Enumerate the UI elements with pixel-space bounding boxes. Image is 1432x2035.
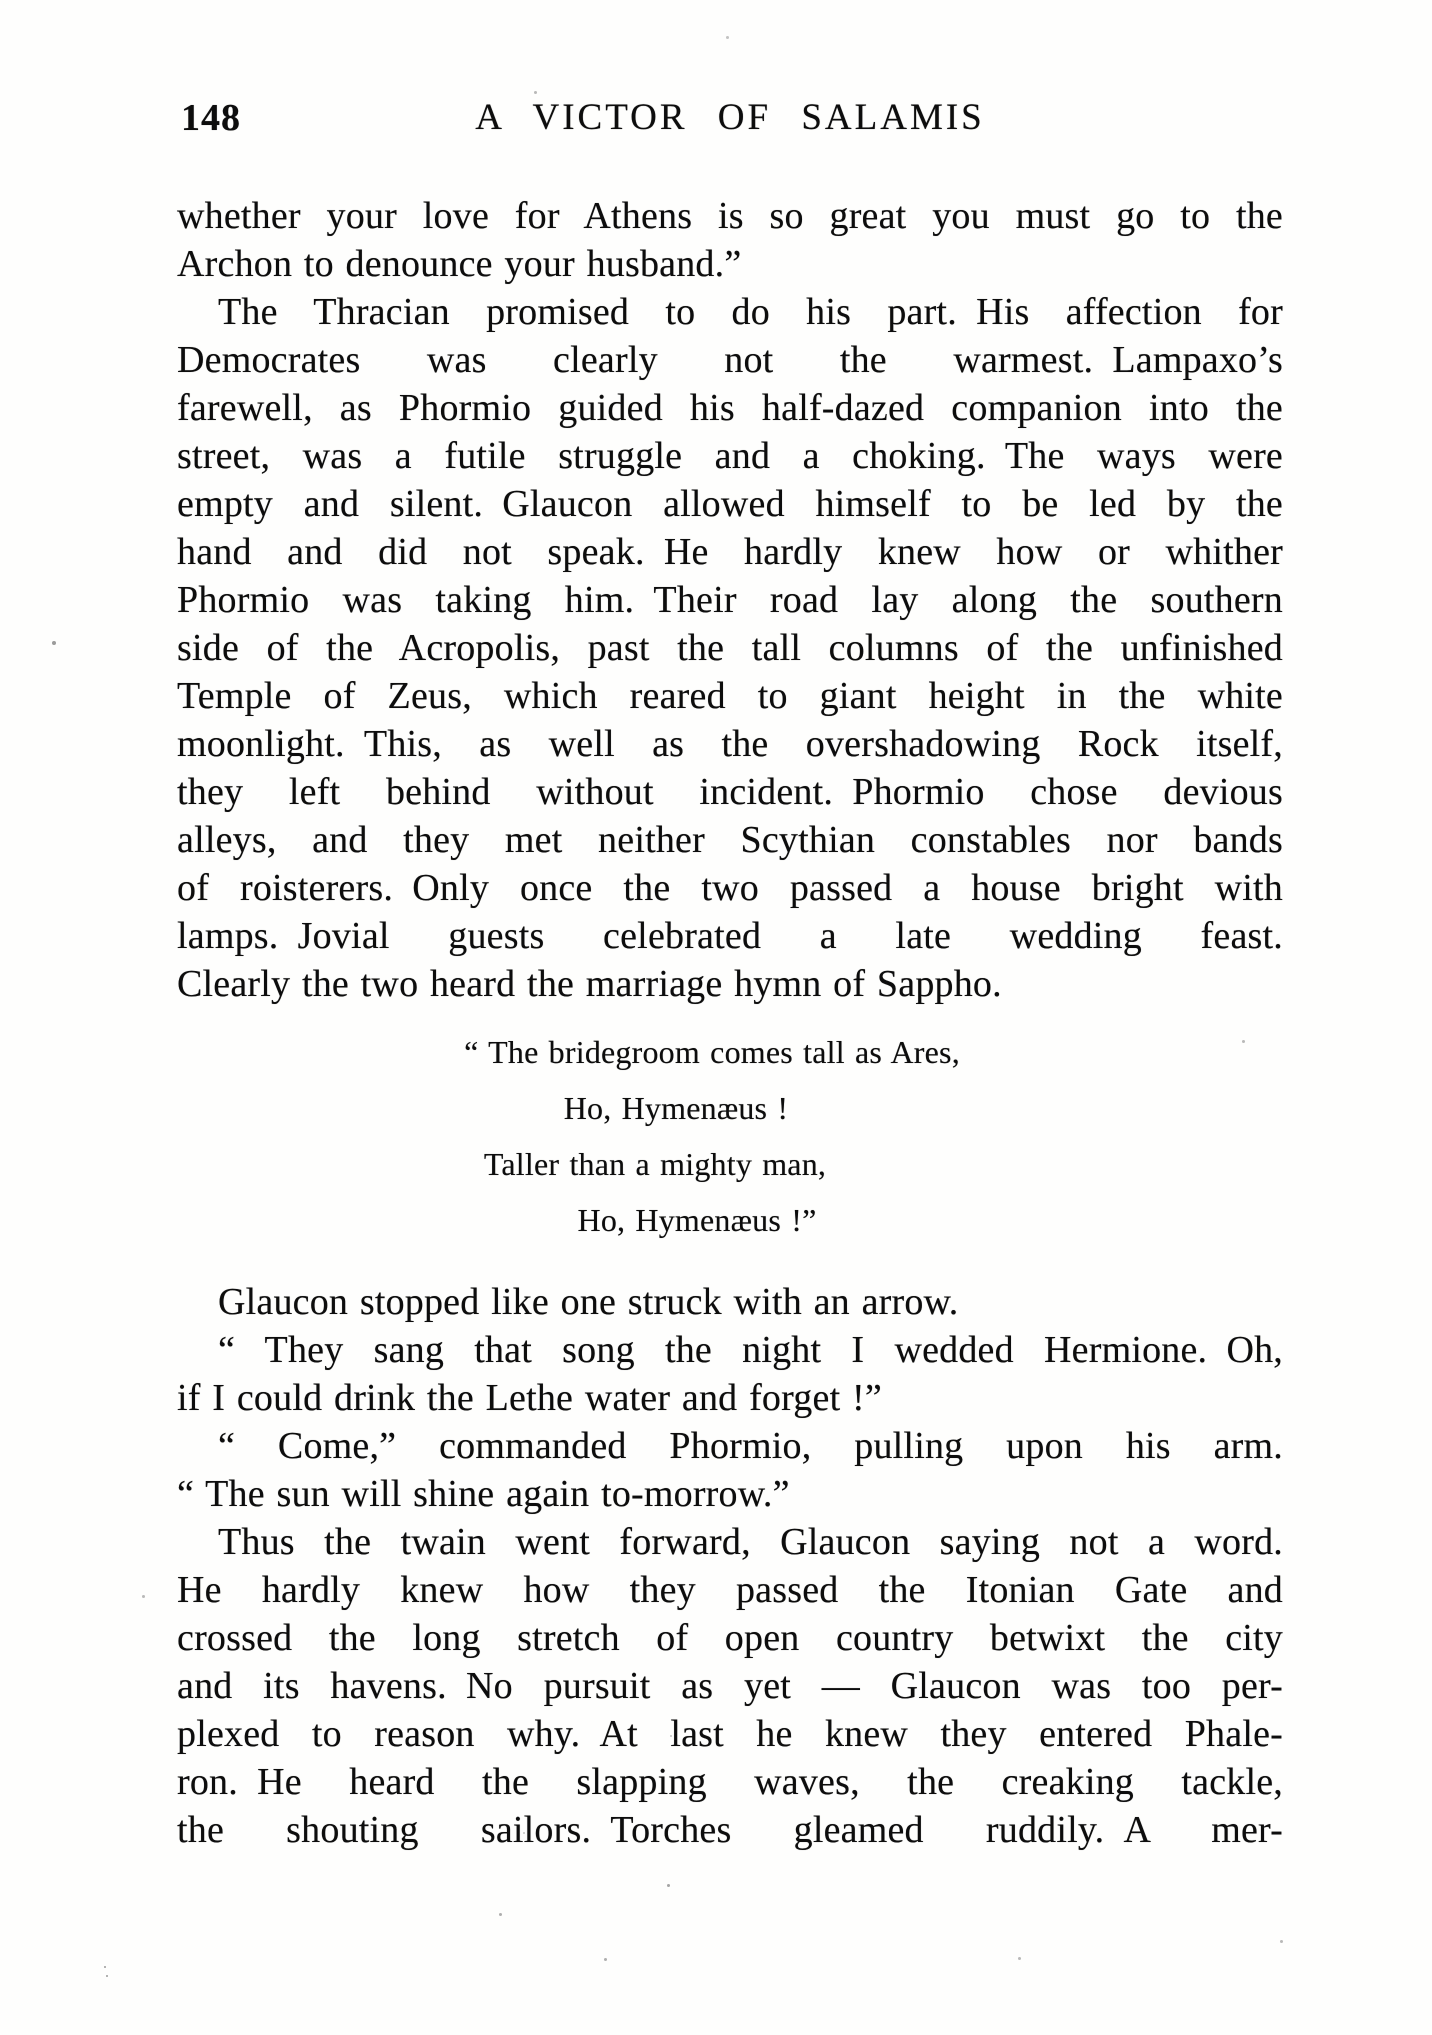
text-line: and its havens. No pursuit as yet — Glaucon was too per- bbox=[177, 1665, 1283, 1707]
running-header bbox=[177, 98, 1283, 142]
scan-speck bbox=[1018, 1957, 1021, 1960]
text-line: The Thracian promised to do his part. His affection for bbox=[218, 291, 1283, 333]
text-line: He hardly knew how they passed the Itonian Gate and bbox=[177, 1569, 1283, 1611]
text-block bbox=[177, 192, 1283, 1854]
scan-speck bbox=[104, 1966, 106, 1968]
verse-line: “ The bridegroom comes tall as Ares, bbox=[464, 1034, 960, 1070]
verse-line: Ho, Hymenæus !” bbox=[577, 1202, 817, 1238]
verse-line: Ho, Hymenæus ! bbox=[563, 1090, 789, 1126]
text-line: hand and did not speak. He hardly knew how or whither bbox=[177, 531, 1283, 573]
text-line: Thus the twain went forward, Glaucon saying not a word. bbox=[218, 1521, 1283, 1563]
verse-line: Taller than a mighty man, bbox=[483, 1146, 827, 1182]
text-line: the shouting sailors. Torches gleamed ruddily. A mer- bbox=[177, 1809, 1283, 1851]
verse-block bbox=[177, 1024, 1283, 1248]
text-line: Glaucon stopped like one struck with an arrow. bbox=[218, 1281, 959, 1323]
text-line: empty and silent. Glaucon allowed himself to be led by the bbox=[177, 483, 1283, 525]
text-line: “ The sun will shine again to-morrow.” bbox=[177, 1473, 790, 1515]
text-line: lamps. Jovial guests celebrated a late wedding feast. bbox=[177, 915, 1283, 957]
scan-speck bbox=[52, 641, 56, 645]
page-number: 148 bbox=[181, 97, 241, 139]
scan-speck bbox=[499, 1913, 502, 1916]
text-line: ron. He heard the slapping waves, the creaking tackle, bbox=[177, 1761, 1283, 1803]
text-line: if I could drink the Lethe water and forget !” bbox=[177, 1377, 882, 1419]
scan-speck bbox=[142, 1595, 145, 1598]
scan-speck bbox=[523, 1832, 525, 1834]
text-line: crossed the long stretch of open country betwixt the city bbox=[177, 1617, 1283, 1659]
text-line: whether your love for Athens is so great you must go to the bbox=[177, 195, 1283, 237]
scan-speck bbox=[534, 91, 537, 94]
text-line: alleys, and they met neither Scythian constables nor bands bbox=[177, 819, 1283, 861]
text-line: farewell, as Phormio guided his half-dazed companion into the bbox=[177, 387, 1283, 429]
scan-speck bbox=[667, 1884, 670, 1887]
text-line: Phormio was taking him. Their road lay along the southern bbox=[177, 579, 1283, 621]
scan-speck bbox=[106, 1975, 108, 1977]
text-line: “ They sang that song the night I wedded Hermione. Oh, bbox=[218, 1329, 1283, 1371]
running-title: A VICTOR OF SALAMIS bbox=[475, 97, 985, 138]
text-line: Democrates was clearly not the warmest. Lampaxo’s bbox=[177, 339, 1283, 381]
text-line: Temple of Zeus, which reared to giant height in the white bbox=[177, 675, 1283, 717]
text-line: side of the Acropolis, past the tall columns of the unfinished bbox=[177, 627, 1283, 669]
scan-speck bbox=[726, 36, 729, 39]
text-line: street, was a futile struggle and a choking. The ways were bbox=[177, 435, 1283, 477]
text-line: Archon to denounce your husband.” bbox=[177, 243, 742, 285]
text-line: plexed to reason why. At last he knew they entered Phale- bbox=[177, 1713, 1283, 1755]
scan-speck bbox=[1280, 1940, 1283, 1943]
scan-speck bbox=[670, 1735, 672, 1737]
text-line: Clearly the two heard the marriage hymn of Sappho. bbox=[177, 963, 1002, 1005]
text-line: “ Come,” commanded Phormio, pulling upon his arm. bbox=[218, 1425, 1283, 1467]
text-line: of roisterers. Only once the two passed a house bright with bbox=[177, 867, 1283, 909]
scan-speck bbox=[604, 1958, 607, 1961]
text-line: moonlight. This, as well as the overshadowing Rock itself, bbox=[177, 723, 1283, 765]
text-line: they left behind without incident. Phormio chose devious bbox=[177, 771, 1283, 813]
scan-speck bbox=[1242, 1040, 1245, 1043]
